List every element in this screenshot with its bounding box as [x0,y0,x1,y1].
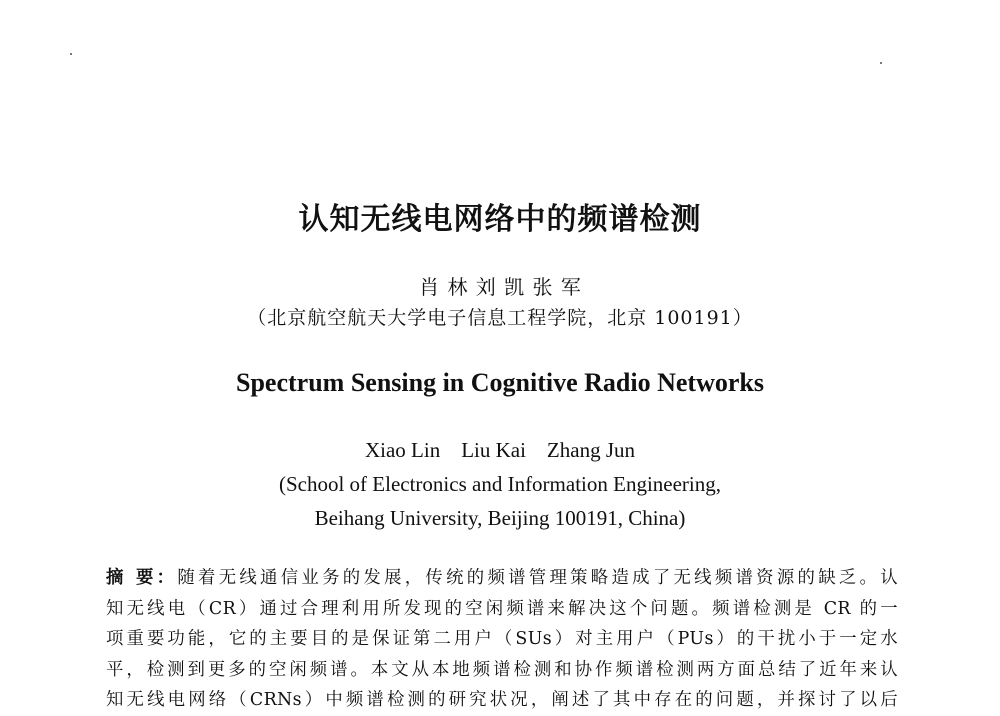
abstract-text: 随着无线通信业务的发展，传统的频谱管理策略造成了无线频谱资源的缺乏。认 [177,568,898,588]
chinese-title: 认知无线电网络中的频谱检测 [298,202,702,237]
english-affiliation-line-2: Beihang University, Beijing 100191, China) [314,506,686,530]
abstract-line [106,563,898,594]
chinese-authors: 肖 林 刘 凯 张 军 [419,275,581,299]
abstract-line: 项重要功能，它的主要目的是保证第二用户（SUs）对主用户（PUs）的干扰小于一定水 [106,629,898,649]
english-authors: Xiao Lin Liu Kai Zhang Jun [364,438,636,462]
chinese-affiliation: （北京航空航天大学电子信息工程学院，北京 100191） [247,307,753,329]
english-title: Spectrum Sensing in Cognitive Radio Networks [236,368,764,397]
abstract-line: 平，检测到更多的空闲频谱。本文从本地频谱检测和协作频谱检测两方面总结了近年来认 [106,659,898,680]
english-affiliation-line-1: (School of Electronics and Information Engineering, [278,472,722,496]
scan-speck [70,53,72,55]
scan-speck [880,62,882,64]
abstract [106,563,898,716]
abstract-line: 知无线电网络（CRNs）中频谱检测的研究状况，阐述了其中存在的问题，并探讨了以后 [106,690,898,710]
abstract-line: 知无线电（CR）通过合理利用所发现的空闲频谱来解决这个问题。频谱检测是 CR 的一 [106,598,898,619]
abstract-label: 摘 要： [106,568,178,588]
